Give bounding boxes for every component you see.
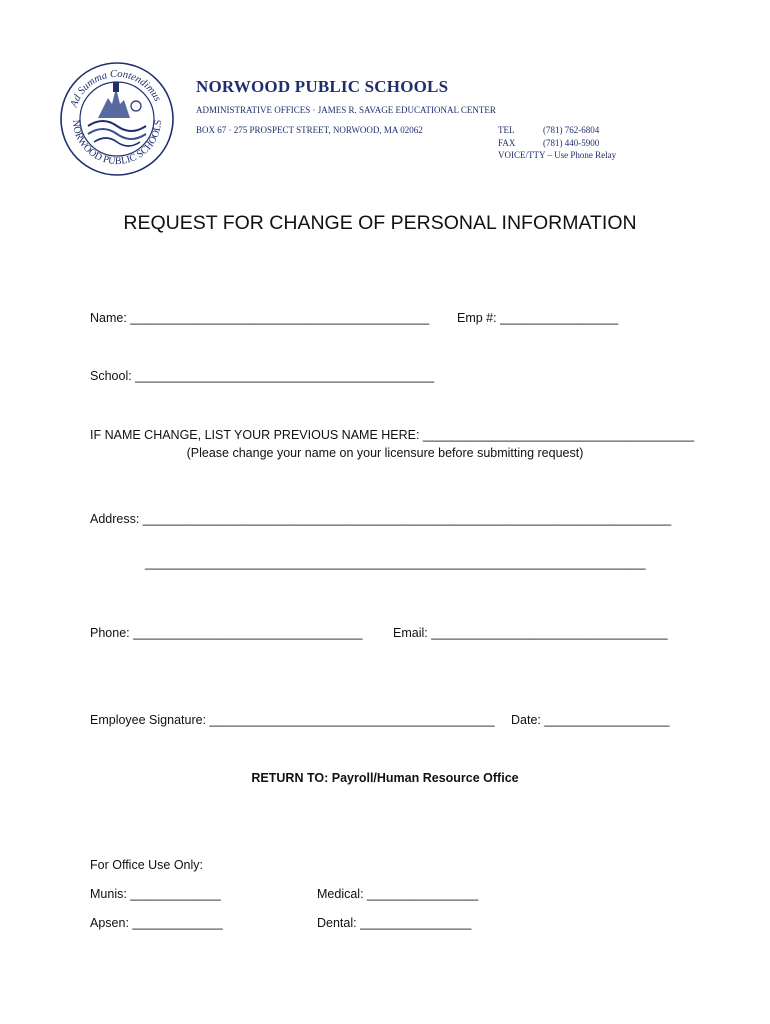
apsen-field[interactable]: Apsen: _____________ (90, 916, 223, 930)
phone-field[interactable]: Phone: _________________________________ (90, 626, 363, 640)
address-field-line2[interactable]: ________________________________________________________________________ (145, 556, 646, 570)
form-title: REQUEST FOR CHANGE OF PERSONAL INFORMATION (123, 212, 637, 234)
district-seal-logo (58, 60, 176, 178)
svg-text:NORWOOD PUBLIC SCHOOLS: NORWOOD PUBLIC SCHOOLS (69, 119, 165, 168)
office-use-heading: For Office Use Only: (90, 858, 203, 872)
school-field[interactable]: School: ___________________________________________ (90, 369, 435, 383)
tel-number: (781) 762-6804 (543, 125, 600, 135)
employee-signature-field[interactable]: Employee Signature: _________________________________________ (90, 713, 495, 727)
date-field[interactable]: Date: __________________ (511, 713, 670, 727)
email-field[interactable]: Email: __________________________________ (393, 626, 668, 640)
licensure-note: (Please change your name on your licensure before submitting request) (186, 446, 584, 460)
organization-name: NORWOOD PUBLIC SCHOOLS (196, 77, 449, 96)
dental-field[interactable]: Dental: ________________ (317, 916, 472, 930)
svg-text:Ad Summa Contendimus: Ad Summa Contendimus (68, 68, 163, 109)
return-to-line: RETURN TO: Payroll/Human Resource Office (251, 771, 519, 785)
admin-offices-line: ADMINISTRATIVE OFFICES · JAMES R. SAVAGE EDUCATIONAL CENTER (196, 105, 496, 115)
address-field-line1[interactable]: Address: ____________________________________________________________________________ (90, 512, 672, 526)
fax-number: (781) 440-5900 (543, 138, 600, 148)
tel-label: TEL (498, 125, 515, 135)
munis-field[interactable]: Munis: _____________ (90, 887, 221, 901)
emp-number-field[interactable]: Emp #: _________________ (457, 311, 619, 325)
name-field[interactable]: Name: ___________________________________________ (90, 311, 430, 325)
street-address-line: BOX 67 · 275 PROSPECT STREET, NORWOOD, MA 02062 (196, 125, 423, 135)
voice-tty-line: VOICE/TTY – Use Phone Relay (498, 150, 617, 160)
previous-name-field[interactable]: IF NAME CHANGE, LIST YOUR PREVIOUS NAME HERE: _______________________________________ (90, 428, 695, 442)
medical-field[interactable]: Medical: ________________ (317, 887, 479, 901)
fax-label: FAX (498, 138, 516, 148)
